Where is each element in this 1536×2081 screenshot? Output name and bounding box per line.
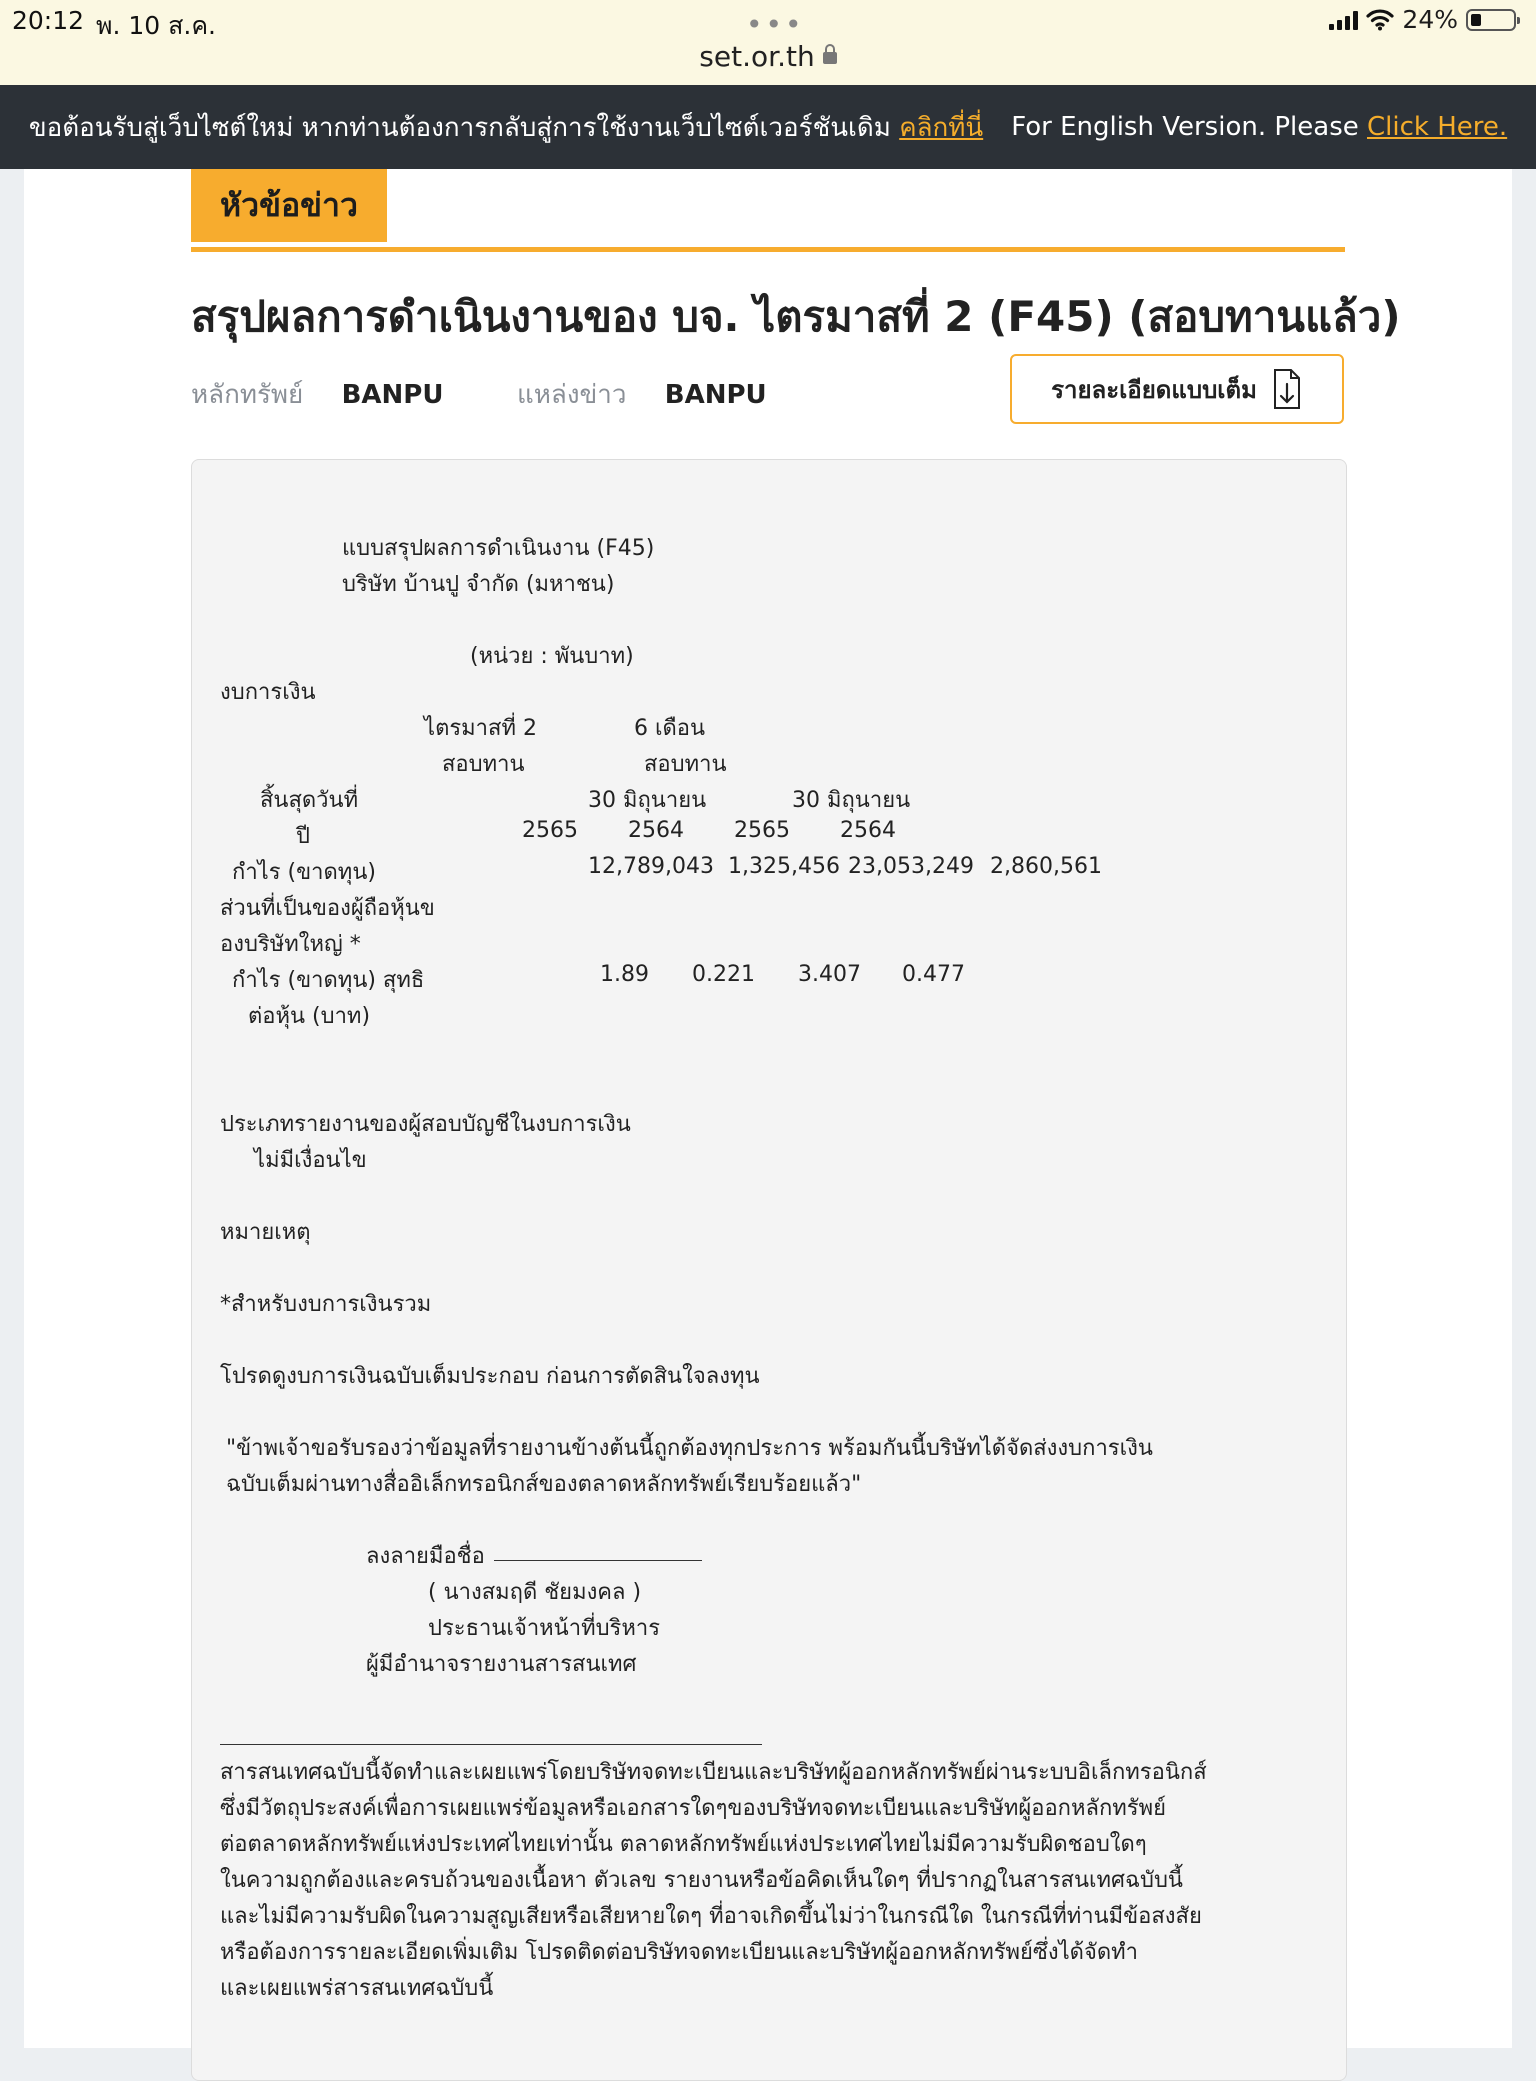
shareholder-portion-line1: ส่วนที่เป็นของผู้ถือหุ้นข — [220, 896, 435, 921]
battery-icon — [1466, 9, 1516, 31]
profit-value: 12,789,043 — [588, 854, 714, 879]
year-cell: 2564 — [840, 818, 896, 843]
source-value: BANPU — [664, 380, 767, 410]
disclaimer-line: หรือต้องการรายละเอียดเพิ่มเติม โปรดติดต่อบริษัทจดทะเบียนและบริษัทผู้ออกหลักทรัพย์ซึ่งได้จัดทำ — [220, 1940, 1138, 1965]
disclaimer-line: สารสนเทศฉบับนี้จัดทำและเผยแพร่โดยบริษัทจดทะเบียนและบริษัทผู้ออกหลักทรัพย์ผ่านระบบอิเล็กทรอนิกส์ — [220, 1760, 1207, 1785]
section-financials: งบการเงิน — [220, 680, 316, 705]
profit-value: 1,325,456 — [728, 854, 840, 879]
signature-label: ลงลายมือชื่อ — [366, 1544, 485, 1569]
disclaimer-line: และเผยแพร่สารสนเทศฉบับนี้ — [220, 1976, 494, 2001]
q2-date: 30 มิถุนายน — [588, 788, 707, 813]
full-detail-button[interactable] — [1010, 354, 1344, 424]
disclaimer-line: ซึ่งมีวัตถุประสงค์เพื่อการเผยแพร่ข้อมูลหรือเอกสารใดๆของบริษัทจดทะเบียนและบริษัทผู้ออกหลักทรัพย์ — [220, 1796, 1167, 1821]
authorized-reporter: ผู้มีอำนาจรายงานสารสนเทศ — [366, 1652, 637, 1677]
disclaimer-divider — [220, 1744, 762, 1745]
unit-label: (หน่วย : พันบาท) — [470, 644, 634, 669]
signer-title: ประธานเจ้าหน้าที่บริหาร — [428, 1616, 661, 1641]
year-cell: 2565 — [734, 818, 790, 843]
document-download-icon — [1271, 368, 1303, 410]
remark-label: หมายเหตุ — [220, 1220, 311, 1245]
url-text[interactable]: set.or.th — [699, 40, 815, 73]
eps-value: 3.407 — [798, 962, 861, 987]
source-meta — [517, 374, 767, 415]
audit-type-label: ประเภทรายงานของผู้สอบบัญชีในงบการเงิน — [220, 1112, 631, 1137]
news-title: สรุปผลการดำเนินงานของ บจ. ไตรมาสที่ 2 (F45) (สอบทานแล้ว) — [191, 292, 1401, 341]
year-cell: 2564 — [628, 818, 684, 843]
english-version-link[interactable]: Click Here. — [1367, 112, 1508, 142]
eps-value: 1.89 — [600, 962, 649, 987]
source-label: แหล่งข่าว — [517, 380, 627, 410]
wifi-icon — [1366, 9, 1394, 31]
status-time: 20:12 — [12, 6, 85, 35]
eps-label-line1: กำไร (ขาดทุน) สุทธิ — [232, 968, 425, 993]
news-page — [24, 169, 1512, 2048]
eps-label-line2: ต่อหุ้น (บาท) — [248, 1004, 371, 1029]
signature-line — [494, 1560, 702, 1561]
multitask-dots[interactable]: ••• — [746, 8, 805, 41]
year-label: ปี — [296, 824, 310, 849]
see-full-statement: โปรดดูงบการเงินฉบับเต็มประกอบ ก่อนการตัดสินใจลงทุน — [220, 1364, 760, 1389]
certification-line1: "ข้าพเจ้าขอรับรองว่าข้อมูลที่รายงานข้างต้นนี้ถูกต้องทุกประการ พร้อมกันนี้บริษัทได้จัดส่งงบการเงิน — [226, 1436, 1153, 1461]
status-bar — [0, 0, 1536, 85]
shareholder-portion-line2: องบริษัทใหญ่ * — [220, 932, 361, 957]
site-notice-banner — [0, 85, 1536, 169]
banner-thai-text: ขอต้อนรับสู่เว็บไซต์ใหม่ หากท่านต้องการกลับสู่การใช้งานเว็บไซต์เวอร์ชันเดิม คลิกที่นี่ — [28, 112, 984, 143]
certification-line2: ฉบับเต็มผ่านทางสื่ออิเล็กทรอนิกส์ของตลาดหลักทรัพย์เรียบร้อยแล้ว" — [226, 1472, 862, 1497]
year-cell: 2565 — [522, 818, 578, 843]
banner-english-text: For English Version. Please Click Here. — [1011, 112, 1508, 142]
status-date: พ. 10 ส.ค. — [96, 11, 217, 40]
security-label: หลักทรัพย์ — [191, 380, 304, 410]
company-name: บริษัท บ้านปู จำกัด (มหาชน) — [342, 572, 615, 597]
signer-name: ( นางสมฤดี ชัยมงคล ) — [428, 1580, 642, 1605]
security-meta — [191, 374, 443, 415]
audit-type-value: ไม่มีเงื่อนไข — [254, 1148, 367, 1173]
tab-news-headline[interactable]: หัวข้อข่าว — [191, 169, 387, 242]
tab-bar — [191, 169, 1345, 252]
profit-value: 2,860,561 — [990, 854, 1102, 879]
column-q2-header: ไตรมาสที่ 2 — [424, 716, 537, 741]
form-title: แบบสรุปผลการดำเนินงาน (F45) — [342, 536, 655, 561]
eps-value: 0.477 — [902, 962, 965, 987]
full-detail-label: รายละเอียดแบบเต็ม — [1051, 375, 1257, 404]
ending-date-label: สิ้นสุดวันที่ — [260, 788, 359, 813]
address-bar[interactable] — [0, 40, 1536, 73]
column-6m-header: 6 เดือน — [634, 716, 706, 741]
profit-value: 23,053,249 — [848, 854, 974, 879]
lock-icon — [823, 52, 837, 64]
cellular-signal-icon — [1329, 10, 1358, 30]
thai-version-link[interactable]: คลิกที่นี่ — [899, 112, 984, 143]
column-6m-reviewed: สอบทาน — [644, 752, 727, 777]
profit-label: กำไร (ขาดทุน) — [232, 860, 376, 885]
disclaimer-line: ในความถูกต้องและครบถ้วนของเนื้อหา ตัวเลข รายงานหรือข้อคิดเห็นใดๆ ที่ปรากฏในสารสนเทศฉบับนี้ — [220, 1868, 1183, 1893]
battery-percent: 24% — [1402, 5, 1458, 34]
6m-date: 30 มิถุนายน — [792, 788, 911, 813]
f45-document — [191, 459, 1347, 2081]
remark-consolidated: *สำหรับงบการเงินรวม — [220, 1292, 432, 1317]
eps-value: 0.221 — [692, 962, 755, 987]
disclaimer-line: และไม่มีความรับผิดในความสูญเสียหรือเสียหายใดๆ ที่อาจเกิดขึ้นไม่ว่าในกรณีใด ในกรณีที่ท่านมีข้อสงสัย — [220, 1904, 1202, 1929]
column-q2-reviewed: สอบทาน — [442, 752, 525, 777]
status-indicators — [1329, 5, 1516, 34]
security-value[interactable]: BANPU — [341, 380, 444, 410]
disclaimer-line: ต่อตลาดหลักทรัพย์แห่งประเทศไทยเท่านั้น ตลาดหลักทรัพย์แห่งประเทศไทยไม่มีความรับผิดชอบใดๆ — [220, 1832, 1147, 1857]
